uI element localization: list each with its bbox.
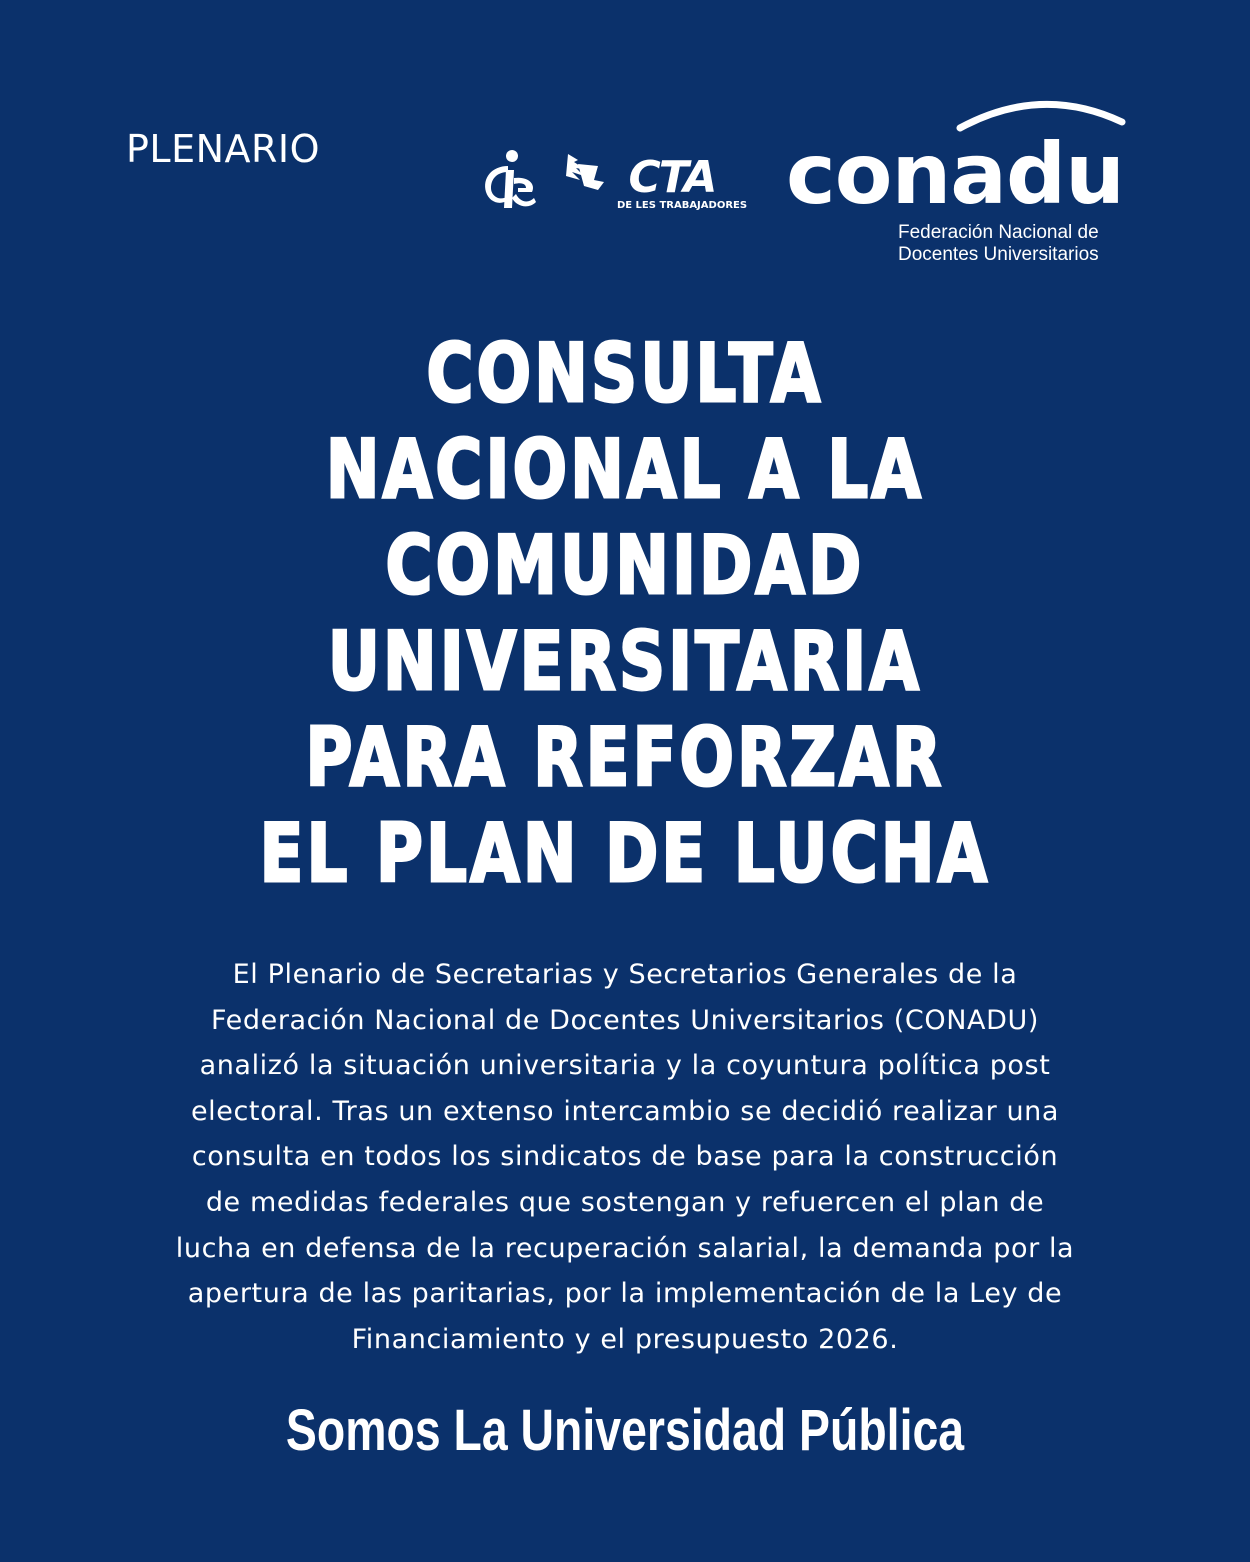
cta-logo-icon	[566, 154, 604, 190]
conadu-subline-2: Docentes Universitarios	[898, 244, 1099, 265]
body-line: electoral. Tras un extenso intercambio se decidió realizar una	[190, 1095, 1060, 1127]
cta-logo	[564, 146, 754, 212]
body-line: Financiamiento y el presupuesto 2026.	[351, 1323, 899, 1355]
slogan: Somos La Universidad Pública	[285, 1398, 965, 1463]
body-paragraph	[130, 952, 1120, 1362]
headline-line: UNIVERSITARIA	[327, 615, 923, 708]
conadu-logo	[786, 92, 1126, 267]
kicker-label: PLENARIO	[126, 127, 321, 171]
body-line: de medidas federales que sostengan y refuercen el plan de	[205, 1186, 1045, 1218]
body-line: analizó la situación universitaria y la coyuntura política post	[199, 1050, 1051, 1082]
body-line: apertura de las paritarias, por la implementación de la Ley de	[187, 1278, 1063, 1310]
body-line: consulta en todos los sindicatos de base para la construcción	[191, 1141, 1059, 1173]
cta-subline: DE LES TRABAJADORES	[616, 200, 748, 211]
ie-monogram-icon	[478, 148, 540, 210]
headline	[0, 326, 1250, 902]
cta-wordmark: CTA	[628, 152, 716, 203]
headline-line: CONSULTA	[426, 327, 824, 420]
conadu-wordmark: conadu	[786, 125, 1124, 223]
conadu-subline	[898, 222, 1099, 266]
body-line: El Plenario de Secretarias y Secretarios Generales de la	[232, 959, 1018, 990]
conadu-subline-1: Federación Nacional de	[898, 222, 1099, 243]
headline-line: NACIONAL A LA	[325, 423, 925, 516]
body-line: Federación Nacional de Docentes Universitarios (CONADU)	[211, 1004, 1039, 1036]
headline-line: EL PLAN DE LUCHA	[259, 807, 991, 900]
headline-line: PARA REFORZAR	[305, 711, 945, 804]
body-line: lucha en defensa de la recuperación salarial, la demanda por la	[175, 1232, 1075, 1264]
headline-line: COMUNIDAD	[385, 519, 865, 612]
